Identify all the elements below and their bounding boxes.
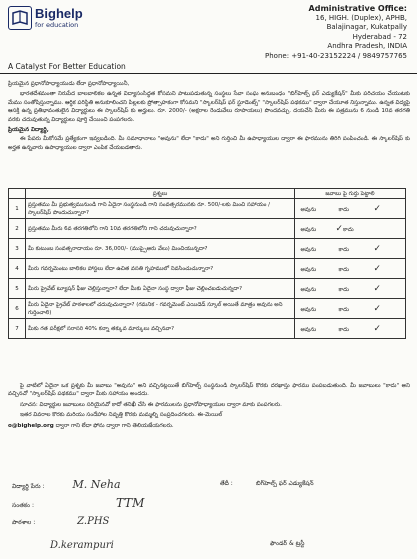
brand-sub: for education [35, 21, 79, 29]
table-row [9, 219, 406, 239]
question-text: మీకు గత పరీక్షలో సరాసరి 40% కన్నా తక్కువ మార్కులు వచ్చినవా? [26, 319, 295, 339]
address-line: Andhra Pradesh, INDIA [327, 42, 407, 50]
question-number: 1 [9, 199, 26, 219]
answer-yes[interactable]: అవును [300, 326, 317, 333]
table-row [9, 259, 406, 279]
check-mark-icon: ✓ [373, 323, 382, 334]
question-text: ప్రస్తుతము మీరు 6వ తరగతిలోని గాని 10వ తరగతిలోని గాని చదువుచున్నారా? [26, 219, 295, 239]
address-line: Hyderabad - 72 [352, 32, 407, 41]
instruction-paragraph: పై వాటిలో ఏదైనా ఒక ప్రశ్నకు మీ జవాబు "అవును" అని వచ్చినట్లయితే బిగ్‌హెల్ప్ సంస్థనుండి స్కాలర్‌షిప్ కొరకు దరఖాస్తు ఫారము పంపబడుతుంది. మీ జవాబులు "కాదు" అని వచ్చినచో "స్కాలర్‌షిప్ పథకము" ద్వారా మీకు సహాయం అందదు. [8, 383, 410, 398]
intro-paragraph: భారతదేశమంతా నిరుపేద బాలబాలికల ఉన్నత విద్యాసంసిద్ధత కోసమని పాటుపడుతున్న సంస్థలు సేవా సంఘ అనుబంధం "బిగ్‌హెల్ప్ ఫర్ ఎడ్యుకేషన్" మీకు పరిచయం చేయుటకు మేము సంతోషిస్తున్నాము. ఆర్థిక పరిస్థితి అనుకూలించని పిల్లలకు ప్రోత్సాహకంగా కోసమని "స్కాలర్‌షిప్ ఫర్ స్టూడెంట్స్" "స్కాలర్‌షిప్ పథకము" ద్వారా చేయూత నిస్తున్నాము. ఉన్నత విద్యపై ఆసక్తి ఉన్న ప్రతిభావంతులైన విద్యార్థులు ఈ స్కాలర్‌షిప్ కు అర్హులు. రూ. 2000/- (అక్షరాల రెండువేలు రూపాయలు) పొందవచ్చు. దయచేసి మీరు ఈ పత్రమును 6 నుండి 10వ తరగతి వరకు చదువుతున్న విద్యార్థులు పూర్తి చేయించి పంపగలరు. [8, 91, 410, 123]
answer-cell[interactable] [295, 279, 406, 299]
answer-cell[interactable] [295, 259, 406, 279]
student-name-value: M. Neha [72, 478, 121, 491]
answer-no[interactable]: కాదు [338, 326, 350, 333]
question-number: 6 [9, 299, 26, 319]
answer-no[interactable]: కాదు [343, 226, 354, 233]
answer-yes[interactable]: అవును [300, 246, 317, 253]
check-mark-icon: ✓ [373, 263, 382, 274]
answer-no[interactable]: కాదు [338, 266, 350, 273]
office-title: Administrative Office: [308, 4, 407, 13]
check-mark-icon: ✓ [373, 303, 382, 314]
date-label: తేదీ : [220, 480, 233, 487]
table-row [9, 279, 406, 299]
question-text: మీ కుటుంబ సంవత్సరాదాయం రూ. 36,000/- (ముప్పైఆరు వేలు) మించియున్నదా? [26, 239, 295, 259]
answer-yes[interactable]: అవును [300, 266, 317, 273]
answer-cell[interactable] [295, 299, 406, 319]
answer-yes[interactable]: అవును [300, 286, 317, 293]
question-text: మీరు ఏదైనా ప్రైవేట్ పాఠశాలలో చదువుచున్నారా? (గమనిక - గవర్నమెంట్ ఎయిడెడ్ స్కూల్ అయితే మాత్రం అవును అని గుర్తించాలి) [26, 299, 295, 319]
tagline: A Catalyst For Better Education [8, 62, 126, 71]
closing-text [8, 382, 410, 430]
check-mark-icon: ✓ [335, 223, 344, 234]
student-greeting: ప్రియమైన విద్యార్థి, [8, 127, 49, 134]
question-text: ప్రస్తుతము మీ ప్రభుత్వమునుండి గాని ఏదైనా సంస్థనుండి గాని సంవత్సరమునకు రూ. 500/-లకు మించి సహాయం / స్కాలర్‌షిప్ పొందుచున్నారా? [26, 199, 295, 219]
contact-paragraph: ఇతర వివరాల కొరకు మరియు సందేహాల నివృత్తి కొరకు మమ్మల్ని సంప్రదించగలరు. ఈ-మెయిల్ [20, 412, 223, 419]
email-address[interactable]: o@bighelp.org [8, 422, 54, 429]
address-line: Balajinagar, Kukatpally [326, 23, 407, 31]
question-text: మీరు ప్రైవేట్ ట్యూషన్ ఫీజు చెల్లిస్తున్నారా? లేదా మీకు ఏదైనా సంస్థ ద్వారా ఫీజు చెల్లించబడుచున్నదా? [26, 279, 295, 299]
address-line: 16, HIGH. (Duplex), APHB, [315, 13, 407, 22]
signature-row: సంతకం : TTM [12, 496, 145, 510]
table-row [9, 319, 406, 339]
answer-cell[interactable] [295, 239, 406, 259]
answer-no[interactable]: కాదు [338, 306, 350, 313]
question-number: 7 [9, 319, 26, 339]
answer-yes[interactable]: అవును [300, 306, 317, 313]
letter-body [8, 80, 410, 154]
questions-header: ప్రశ్నలు [26, 189, 295, 199]
note-paragraph: సూచన: విద్యార్థుల జవాబులు సరియైనవో కాదో తనిఖీ చేసి ఈ ఫారములను ప్రధానోపాధ్యాయుల ద్వారా మాకు పంపగలరు. [20, 401, 282, 408]
check-mark-icon: ✓ [373, 243, 382, 254]
student-paragraph: ఈ పేపరు మీకోసమే ప్రత్యేకంగా ఇవ్వబడింది. మీ సమాధానాలు "అవును" లేదా "కాదు" అని గుర్తించి మీ ఉపాధ్యాయుల ద్వారా ఈ ఫారమును తిరిగి పంపించండి. ఈ స్కాలర్‌షిప్ కు అర్హత ఉన్నవారు ఉపాధ్యాయుల ద్వారా ఎంపిక చేయబడతారు. [8, 136, 410, 151]
question-number: 5 [9, 279, 26, 299]
answer-cell[interactable] [295, 219, 406, 239]
question-number: 4 [9, 259, 26, 279]
signature-value: TTM [115, 496, 145, 510]
brand-name: Bighelp [35, 6, 83, 21]
founder-label: ఫౌండర్ & ట్రస్టీ [270, 540, 305, 547]
answer-no[interactable]: కాదు [338, 286, 350, 293]
school-value: Z.PHS [77, 516, 110, 527]
answer-header: జవాబు పై గుర్తు పెట్టాలి [295, 189, 406, 199]
table-row [9, 239, 406, 259]
school-row: పాఠశాల : Z.PHS [12, 516, 110, 527]
village-value: D.kerampuri [50, 540, 114, 551]
address-line: Phone: +91-40-23152224 / 9849757765 [265, 51, 407, 60]
table-row [9, 299, 406, 319]
answer-cell[interactable] [295, 319, 406, 339]
question-number: 3 [9, 239, 26, 259]
village-row [50, 540, 114, 551]
table-row [9, 199, 406, 219]
question-table [8, 188, 406, 339]
email-line: o@bighelp.org ద్వారా గాని లేదా ఫోను ద్వారా గాని తెలియజేయగలరు. [8, 422, 174, 429]
answer-yes[interactable]: అవును [300, 206, 317, 213]
answer-cell[interactable] [295, 199, 406, 219]
table-header-row [9, 189, 406, 199]
org-signature-label: బిగ్‌హెల్ప్ ఫర్ ఎడ్యుకేషన్ [256, 480, 314, 487]
header-rule [0, 73, 417, 74]
student-name-row: విద్యార్థి పేరు : M. Neha [12, 478, 121, 491]
answer-no[interactable]: కాదు [338, 206, 350, 213]
question-number: 2 [9, 219, 26, 239]
greeting: ప్రియమైన ప్రధానోపాధ్యాయుడు లేదా ప్రధానోపాధ్యాయినీ, [8, 81, 130, 87]
answer-yes[interactable]: అవును [300, 226, 317, 233]
check-mark-icon: ✓ [373, 283, 382, 294]
check-mark-icon: ✓ [373, 203, 382, 214]
office-address [265, 4, 407, 61]
book-logo-icon [8, 6, 32, 30]
question-text: మీరు గవర్నమెంటు బాలికల హాస్టలు లేదా ఉచిత వసతి గృహములో నివసించుచున్నారా? [26, 259, 295, 279]
answer-no[interactable]: కాదు [338, 246, 350, 253]
